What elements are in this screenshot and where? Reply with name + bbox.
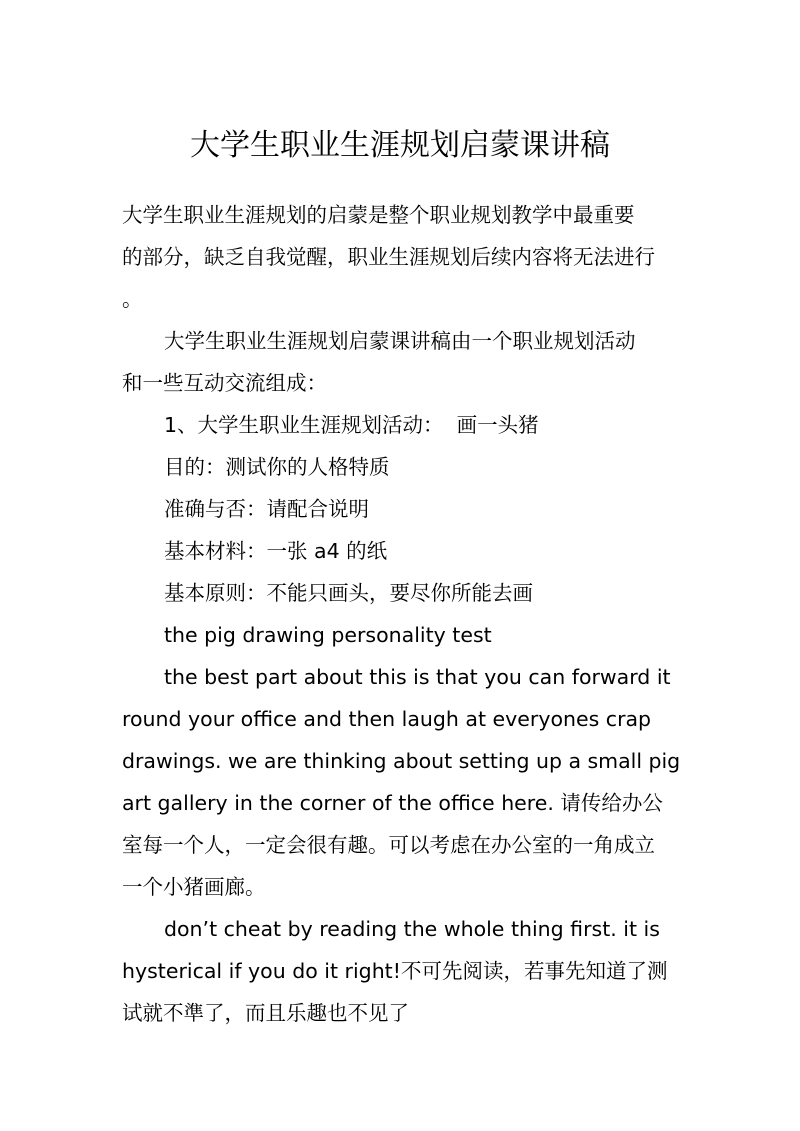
text-line: drawings. we are thinking about setting up a small pig bbox=[122, 749, 681, 773]
text-line: 大学生职业生涯规划启蒙课讲稿由一个职业规划活动 bbox=[164, 329, 636, 353]
english-title bbox=[122, 614, 680, 656]
text-line: round your office and then laugh at everyones crap bbox=[122, 707, 652, 731]
activity-heading bbox=[122, 404, 680, 446]
document-title: 大学生职业生涯规划启蒙课讲稿 bbox=[190, 128, 610, 163]
text-line: 大学生职业生涯规划的启蒙是整个职业规划教学中最重要 bbox=[122, 203, 635, 227]
activity-purpose bbox=[122, 446, 680, 488]
text-line: 的部分，缺乏自我觉醒，职业生涯规划后续内容将无法进行 bbox=[122, 245, 655, 269]
activity-materials bbox=[122, 530, 680, 572]
activity-principle bbox=[122, 572, 680, 614]
text-line: the best part about this is that you can forward it bbox=[164, 665, 671, 689]
activity-accuracy-text: 准确与否：请配合说明 bbox=[164, 497, 369, 521]
best-part-paragraph bbox=[122, 656, 680, 908]
text-line: 室每一个人，一定会很有趣。可以考虑在办公室的一角成立 bbox=[122, 833, 655, 857]
document-body bbox=[122, 194, 680, 1034]
text-line: don’t cheat by reading the whole thing first. it is bbox=[164, 917, 660, 941]
english-title-text: the pig drawing personality test bbox=[164, 623, 492, 647]
activity-heading-text: 1、大学生职业生涯规划活动： 画一头猪 bbox=[164, 413, 539, 437]
activity-principle-text: 基本原则：不能只画头，要尽你所能去画 bbox=[164, 581, 533, 605]
intro-paragraph bbox=[122, 194, 680, 320]
composition-paragraph bbox=[122, 320, 680, 404]
text-line: art gallery in the corner of the office here. 请传给办公 bbox=[122, 791, 663, 815]
text-line: 。 bbox=[122, 287, 143, 311]
text-line: 试就不準了，而且乐趣也不见了 bbox=[122, 1001, 409, 1025]
activity-purpose-text: 目的：测试你的人格特质 bbox=[164, 455, 390, 479]
text-line: hysterical if you do it right!不可先阅读，若事先知道了测 bbox=[122, 959, 668, 983]
text-line: 一个小猪画廊。 bbox=[122, 875, 266, 899]
text-line: 和一些互动交流组成： bbox=[122, 371, 327, 395]
activity-materials-text: 基本材料：一张 a4 的纸 bbox=[164, 539, 388, 563]
activity-accuracy bbox=[122, 488, 680, 530]
dont-cheat-paragraph bbox=[122, 908, 680, 1034]
